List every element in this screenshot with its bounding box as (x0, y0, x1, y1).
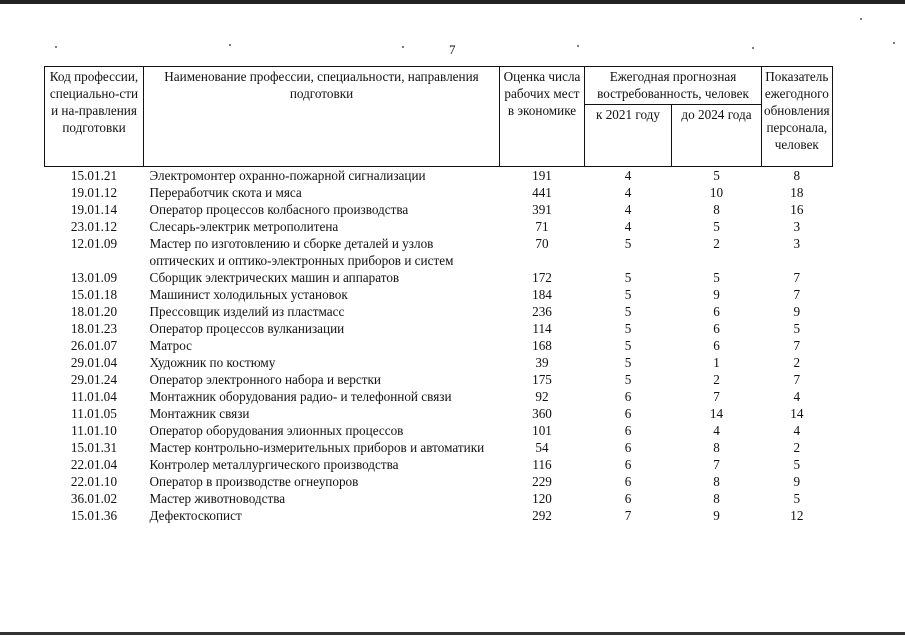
cell-workers: 39 (535, 355, 549, 370)
cell-demand-2024: 14 (709, 406, 724, 421)
cell-workers: 441 (532, 185, 552, 200)
cell-code: 29.01.24 (70, 372, 118, 387)
cell-demand-2021: 5 (624, 338, 632, 353)
cell-code: 26.01.07 (70, 338, 118, 353)
professions-table (44, 66, 833, 524)
cell-demand-2021: 5 (624, 270, 632, 285)
cell-demand-2024: 6 (713, 304, 720, 319)
scan-bottom-border (0, 632, 905, 635)
cell-workers: 114 (532, 321, 552, 336)
cell-renewal: 7 (793, 338, 801, 353)
cell-demand-2021: 4 (624, 185, 632, 200)
cell-renewal: 4 (793, 423, 801, 438)
cell-demand-2021: 6 (624, 457, 632, 472)
cell-code: 15.01.36 (70, 508, 118, 523)
cell-renewal: 5 (793, 321, 801, 336)
cell-workers: 120 (532, 491, 552, 506)
cell-demand-2024: 5 (713, 270, 720, 285)
cell-workers: 71 (535, 219, 549, 234)
cell-workers: 70 (535, 236, 549, 251)
cell-name: Оператор электронного набора и верстки (149, 372, 381, 387)
cell-demand-2021: 7 (624, 508, 632, 523)
table-row (45, 405, 833, 422)
cell-renewal: 9 (793, 304, 801, 319)
cell-demand-2024: 2 (713, 236, 720, 251)
table-row (45, 201, 833, 218)
table-row (45, 235, 833, 269)
cell-code: 15.01.18 (70, 287, 118, 302)
cell-name: Оператор процессов вулканизации (149, 321, 345, 336)
table-row (45, 286, 833, 303)
cell-demand-2024: 9 (713, 508, 720, 523)
cell-code: 13.01.09 (70, 270, 118, 285)
cell-name: Слесарь-электрик метрополитена (149, 219, 339, 234)
cell-renewal: 8 (793, 168, 801, 183)
scan-speck (752, 47, 754, 49)
table-row (45, 388, 833, 405)
cell-name: Монтажник оборудования радио- и телефонной связи (149, 389, 452, 404)
cell-demand-2024: 6 (713, 321, 720, 336)
scan-speck (893, 42, 895, 44)
scan-speck (402, 46, 404, 48)
scan-speck (55, 46, 57, 48)
cell-code: 11.01.10 (71, 423, 117, 438)
header-demand-2021: к 2021 году (585, 105, 672, 167)
cell-renewal: 7 (793, 372, 801, 387)
cell-renewal: 9 (793, 474, 801, 489)
cell-demand-2021: 5 (624, 304, 632, 319)
cell-workers: 172 (532, 270, 552, 285)
cell-demand-2021: 6 (624, 423, 632, 438)
cell-renewal: 3 (793, 236, 801, 251)
scan-top-border (0, 0, 905, 4)
cell-name: Мастер по изготовлению и сборке деталей и узлов оптических и оптико-электронных приборов и систем (149, 236, 454, 268)
table-row (45, 473, 833, 490)
cell-workers: 236 (532, 304, 552, 319)
table-body (45, 167, 833, 525)
cell-code: 19.01.12 (70, 185, 118, 200)
header-name: Наименование профессии, специальности, направления подготовки (144, 67, 500, 167)
cell-workers: 92 (535, 389, 549, 404)
cell-code: 23.01.12 (70, 219, 118, 234)
table-row (45, 184, 833, 201)
cell-demand-2021: 5 (624, 355, 632, 370)
cell-renewal: 7 (793, 270, 801, 285)
cell-demand-2021: 6 (624, 440, 632, 455)
header-demand-2024: до 2024 года (672, 105, 762, 167)
cell-name: Прессовщик изделий из пластмасс (149, 304, 345, 319)
cell-renewal: 4 (793, 389, 801, 404)
cell-code: 15.01.31 (70, 440, 118, 455)
cell-renewal: 2 (793, 355, 801, 370)
cell-name: Оператор процессов колбасного производства (149, 202, 409, 217)
scan-speck (229, 44, 231, 46)
header-code: Код профессии, специально-сти и на-правления подготовки (45, 67, 144, 167)
cell-workers: 184 (532, 287, 552, 302)
cell-code: 29.01.04 (70, 355, 118, 370)
cell-renewal: 18 (790, 185, 804, 200)
table-row (45, 354, 833, 371)
table-row (45, 337, 833, 354)
cell-renewal: 12 (790, 508, 804, 523)
cell-code: 12.01.09 (70, 236, 118, 251)
header-workers: Оценка числа рабочих мест в экономике (500, 67, 585, 167)
cell-name: Дефектоскопист (149, 508, 242, 523)
cell-renewal: 16 (790, 202, 804, 217)
cell-code: 18.01.23 (70, 321, 118, 336)
cell-renewal: 14 (790, 406, 804, 421)
cell-name: Художник по костюму (149, 355, 276, 370)
cell-name: Контролер металлургического производства (149, 457, 399, 472)
scan-speck (860, 18, 862, 20)
cell-workers: 175 (532, 372, 552, 387)
cell-code: 22.01.04 (70, 457, 118, 472)
page-number: 7 (449, 42, 456, 57)
cell-code: 36.01.02 (70, 491, 118, 506)
header-renewal: Показатель ежегодного обновления персонала, человек (762, 67, 833, 167)
cell-demand-2021: 4 (624, 168, 632, 183)
table-row (45, 422, 833, 439)
cell-demand-2024: 1 (713, 355, 720, 370)
cell-demand-2021: 5 (624, 321, 632, 336)
header-demand: Ежегодная прогнозная востребованность, человек (585, 67, 762, 105)
table-row (45, 167, 833, 185)
cell-demand-2024: 8 (713, 474, 720, 489)
table-row (45, 490, 833, 507)
table-row (45, 218, 833, 235)
cell-code: 22.01.10 (70, 474, 118, 489)
cell-demand-2024: 4 (713, 423, 720, 438)
cell-demand-2024: 9 (713, 287, 720, 302)
cell-demand-2021: 5 (624, 236, 632, 251)
cell-name: Переработчик скота и мяса (149, 185, 302, 200)
cell-demand-2024: 2 (713, 372, 720, 387)
cell-name: Оператор в производстве огнеупоров (149, 474, 359, 489)
cell-renewal: 5 (793, 491, 801, 506)
cell-name: Оператор оборудования элионных процессов (149, 423, 404, 438)
cell-demand-2021: 4 (624, 202, 632, 217)
cell-name: Мастер животноводства (149, 491, 286, 506)
cell-renewal: 2 (793, 440, 801, 455)
cell-demand-2024: 8 (713, 202, 720, 217)
scan-speck (577, 45, 579, 47)
cell-demand-2021: 6 (624, 406, 632, 421)
cell-demand-2024: 8 (713, 440, 720, 455)
cell-workers: 54 (535, 440, 549, 455)
table-row (45, 456, 833, 473)
cell-renewal: 5 (793, 457, 801, 472)
cell-demand-2024: 10 (709, 185, 724, 200)
cell-code: 19.01.14 (70, 202, 118, 217)
cell-renewal: 7 (793, 287, 801, 302)
cell-code: 11.01.05 (71, 406, 117, 421)
cell-workers: 168 (532, 338, 552, 353)
cell-name: Сборщик электрических машин и аппаратов (149, 270, 400, 285)
cell-workers: 391 (532, 202, 552, 217)
table-row (45, 371, 833, 388)
cell-demand-2021: 6 (624, 389, 632, 404)
cell-name: Матрос (149, 338, 193, 353)
cell-demand-2024: 8 (713, 491, 720, 506)
cell-workers: 101 (532, 423, 552, 438)
cell-code: 11.01.04 (71, 389, 117, 404)
cell-name: Машинист холодильных установок (149, 287, 348, 302)
table-row (45, 269, 833, 286)
cell-demand-2021: 4 (624, 219, 632, 234)
cell-demand-2021: 5 (624, 372, 632, 387)
cell-demand-2021: 6 (624, 491, 632, 506)
cell-name: Мастер контрольно-измерительных приборов и автоматики (149, 440, 485, 455)
cell-demand-2021: 5 (624, 287, 632, 302)
cell-demand-2024: 6 (713, 338, 720, 353)
cell-name: Электромонтер охранно-пожарной сигнализации (149, 168, 426, 183)
table-row (45, 320, 833, 337)
cell-workers: 292 (532, 508, 552, 523)
cell-demand-2021: 6 (624, 474, 632, 489)
cell-demand-2024: 7 (713, 457, 720, 472)
cell-renewal: 3 (793, 219, 801, 234)
table-row (45, 507, 833, 524)
table-row (45, 439, 833, 456)
cell-demand-2024: 5 (713, 219, 720, 234)
cell-demand-2024: 7 (713, 389, 720, 404)
cell-demand-2024: 5 (713, 168, 720, 183)
cell-code: 18.01.20 (70, 304, 118, 319)
table-row (45, 303, 833, 320)
cell-workers: 191 (532, 168, 552, 183)
cell-workers: 360 (532, 406, 552, 421)
cell-code: 15.01.21 (70, 168, 118, 183)
cell-workers: 229 (532, 474, 552, 489)
cell-workers: 116 (532, 457, 552, 472)
cell-name: Монтажник связи (149, 406, 250, 421)
